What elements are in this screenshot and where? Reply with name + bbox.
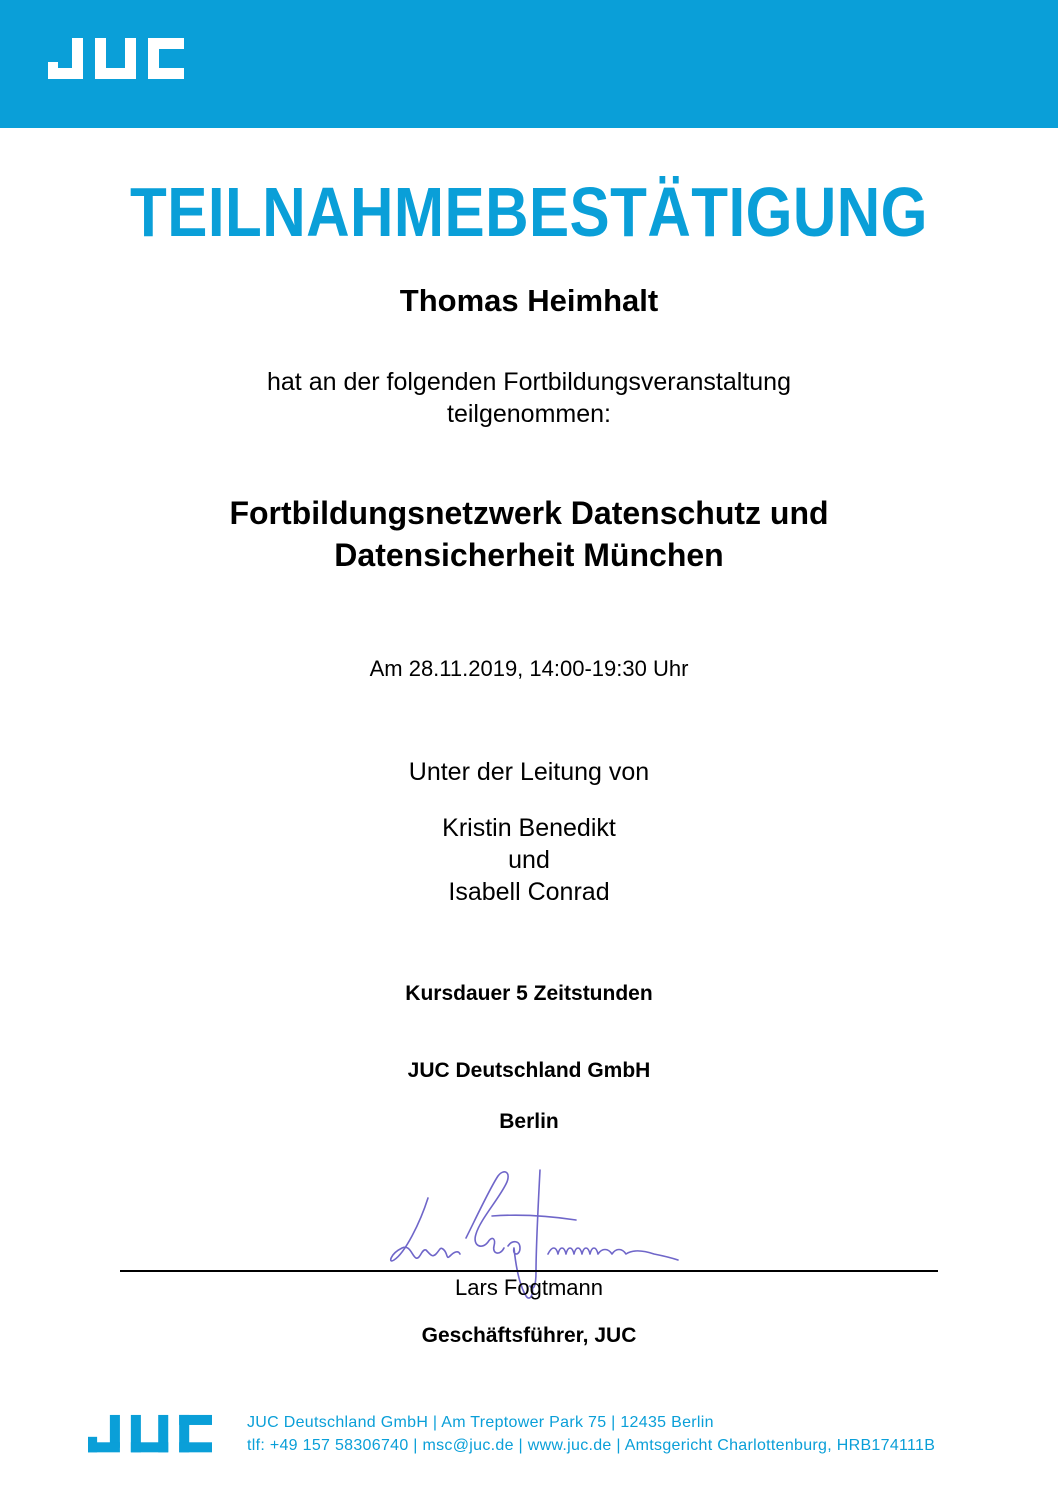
certificate-title: TEILNAHMEBESTÄTIGUNG: [130, 173, 928, 251]
signature-line: [120, 1270, 938, 1272]
leaders-list: [0, 812, 1058, 908]
signatory-role: Geschäftsführer, JUC: [421, 1324, 637, 1347]
event-title-line: Datensicherheit München: [334, 537, 724, 573]
header-band: [0, 0, 1058, 128]
intro-line: hat an der folgenden Fortbildungsveranstaltung: [267, 368, 791, 396]
event-title: [0, 492, 1058, 576]
participant-name: Thomas Heimhalt: [399, 283, 659, 318]
event-title-line: Fortbildungsnetzwerk Datenschutz und: [229, 495, 829, 531]
issuing-city: Berlin: [499, 1110, 559, 1133]
leadership-label: Unter der Leitung von: [408, 758, 650, 786]
issuing-company: JUC Deutschland GmbH: [407, 1059, 651, 1082]
juc-logo: [48, 38, 184, 82]
footer-address: JUC Deutschland GmbH | Am Treptower Park 75 | 12435 Berlin: [247, 1414, 714, 1431]
leader-name: Kristin Benedikt: [442, 814, 616, 842]
intro-line: teilgenommen:: [447, 400, 611, 428]
signatory-name: Lars Fogtmann: [455, 1275, 603, 1300]
footer-juc-logo: [88, 1414, 212, 1456]
footer-contact: tlf: +49 157 58306740 | msc@juc.de | www.juc.de | Amtsgericht Charlottenburg, HRB174111B: [247, 1437, 936, 1454]
course-duration: Kursdauer 5 Zeitstunden: [405, 982, 653, 1005]
event-date: Am 28.11.2019, 14:00-19:30 Uhr: [369, 656, 689, 681]
intro-text: [0, 366, 1058, 430]
leader-name: Isabell Conrad: [448, 878, 610, 906]
leader-conjunction: und: [508, 846, 550, 874]
